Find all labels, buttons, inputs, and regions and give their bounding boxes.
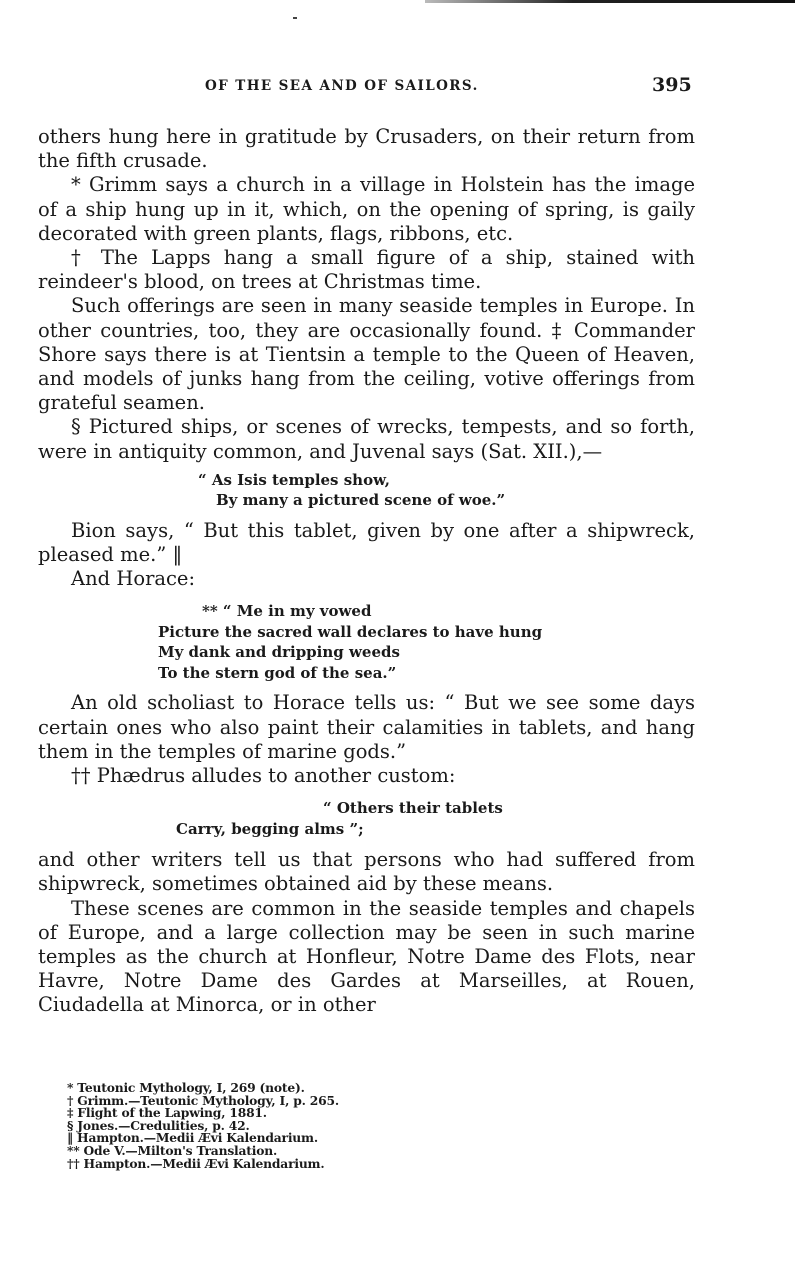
paragraph: An old scholiast to Horace tells us: “ But we see some days certain ones who also paint their calamities in tablets, and hang them in the temples of marine gods.”: [38, 691, 695, 763]
verse-line: “ As Isis temples show,: [198, 470, 390, 489]
footnote: ‡ Flight of the Lapwing, 1881.: [67, 1105, 267, 1121]
paragraph: Such offerings are seen in many seaside temples in Europe. In other countries, too, they are occasionally found. ‡ Commander Shore says there is at Tientsin a temple to the Queen of Heaven, and models of junks hang from the ceiling, votive offerings from grateful seamen.: [38, 294, 695, 415]
paragraph: Bion says, “ But this tablet, given by one after a shipwreck, pleased me.” ‖: [38, 518, 695, 567]
paragraph: and other writers tell us that persons who had suffered from shipwreck, sometimes obtained aid by these means.: [38, 848, 695, 896]
running-head: OF THE SEA AND OF SAILORS.: [205, 78, 479, 94]
verse-line: My dank and dripping weeds: [158, 643, 400, 662]
verse-line: By many a pictured scene of woe.”: [216, 491, 506, 510]
verse-line: To the stern god of the sea.”: [158, 663, 397, 682]
footnote: ‖ Hampton.—Medii Ævi Kalendarium.: [67, 1130, 318, 1146]
paragraph: § Pictured ships, or scenes of wrecks, tempests, and so forth, were in antiquity common, and Juvenal says (Sat. XII.),—: [38, 415, 695, 463]
paragraph: * Grimm says a church in a village in Holstein has the image of a ship hung up in it, which, on the opening of spring, is gaily decorated with green plants, flags, ribbons, etc.: [38, 173, 695, 245]
paragraph: And Horace:: [71, 567, 196, 591]
verse-quote-phaedrus: [176, 798, 695, 839]
scan-mark: [293, 17, 297, 19]
footnote: † Grimm.—Teutonic Mythology, I, p. 265.: [67, 1092, 339, 1108]
verse-line: Picture the sacred wall declares to have hung: [158, 622, 543, 641]
paragraph: † The Lapps hang a small figure of a ship, stained with reindeer's blood, on trees at Christmas time.: [38, 246, 695, 294]
verse-line: ** “ Me in my vowed: [202, 602, 372, 621]
footnotes: [67, 1082, 339, 1170]
paragraph: These scenes are common in the seaside temples and chapels of Europe, and a large collection may be seen in such marine temples as the church at Honfleur, Notre Dame des Flots, near Havre, Notre Dame des Gardes at Marseilles, at Rouen, Ciudadella at Minorca, or in other: [38, 896, 695, 1017]
footnote: ** Ode V.—Milton's Translation.: [67, 1142, 278, 1158]
verse-line: “ Others their tablets: [323, 799, 503, 818]
scan-edge-bar: [425, 0, 795, 3]
page-number: 395: [652, 74, 692, 96]
page-body: [38, 125, 695, 1018]
verse-line: Carry, begging alms ”;: [176, 819, 364, 838]
paragraph: others hung here in gratitude by Crusaders, on their return from the fifth crusade.: [38, 125, 695, 173]
page-header: [0, 76, 795, 98]
footnote: § Jones.—Credulities, p. 42.: [67, 1117, 250, 1133]
verse-quote-horace: [158, 601, 695, 683]
verse-quote-juvenal: [198, 470, 695, 511]
paragraph: †† Phædrus alludes to another custom:: [71, 764, 456, 788]
footnote: †† Hampton.—Medii Ævi Kalendarium.: [67, 1155, 325, 1171]
footnote: * Teutonic Mythology, I, 269 (note).: [67, 1080, 305, 1095]
